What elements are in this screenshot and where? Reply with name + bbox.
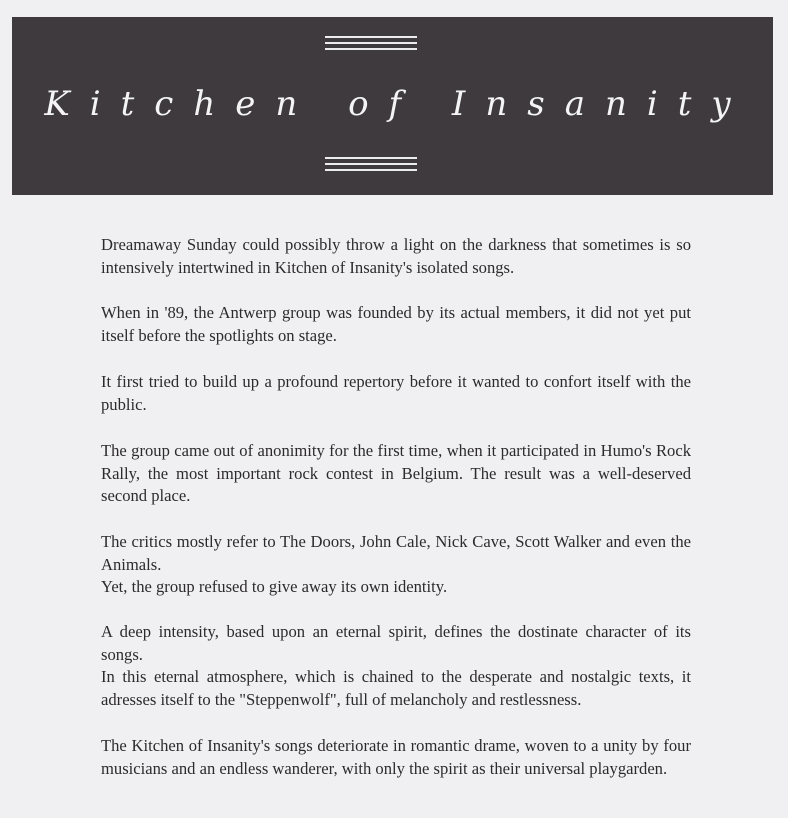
paragraph-line: It first tried to build up a profound repertory before it wanted to confort itself with the public. xyxy=(101,372,691,414)
title-banner xyxy=(12,17,773,195)
paragraph-line: The Kitchen of Insanity's songs deteriorate in romantic drame, woven to a unity by four musicians and an endless wanderer, with only the spirit as their universal playgarden. xyxy=(101,736,691,778)
paragraph-3 xyxy=(101,371,691,416)
paragraph-line: A deep intensity, based upon an eternal spirit, defines the dostinate character of its songs. xyxy=(101,622,691,664)
paragraph-2 xyxy=(101,302,691,347)
paragraph-7 xyxy=(101,735,691,780)
paragraph-line: The critics mostly refer to The Doors, John Cale, Nick Cave, Scott Walker and even the Animals. xyxy=(101,532,691,574)
decorative-rule-top xyxy=(325,36,417,50)
paragraph-1 xyxy=(101,234,691,279)
paragraph-line: The group came out of anonimity for the first time, when it participated in Humo's Rock Rally, the most important rock contest in Belgium. The result was a well-deserved second place. xyxy=(101,441,691,505)
paragraph-line: Yet, the group refused to give away its own identity. xyxy=(101,577,448,596)
paragraph-5 xyxy=(101,531,691,599)
paragraph-line: In this eternal atmosphere, which is chained to the desperate and nostalgic texts, it adresses itself to the "Steppenwolf", full of melancholy and restlessness. xyxy=(101,667,691,709)
page-title: Kitchen of Insanity xyxy=(44,84,751,124)
decorative-rule-bottom xyxy=(325,157,417,171)
paragraph-line: Dreamaway Sunday could possibly throw a light on the darkness that sometimes is so intensively intertwined in Kitchen of Insanity's isolated songs. xyxy=(101,235,691,277)
paragraph-4 xyxy=(101,440,691,508)
paragraph-6 xyxy=(101,621,691,711)
paragraph-line: When in '89, the Antwerp group was founded by its actual members, it did not yet put itself before the spotlights on stage. xyxy=(101,303,691,345)
